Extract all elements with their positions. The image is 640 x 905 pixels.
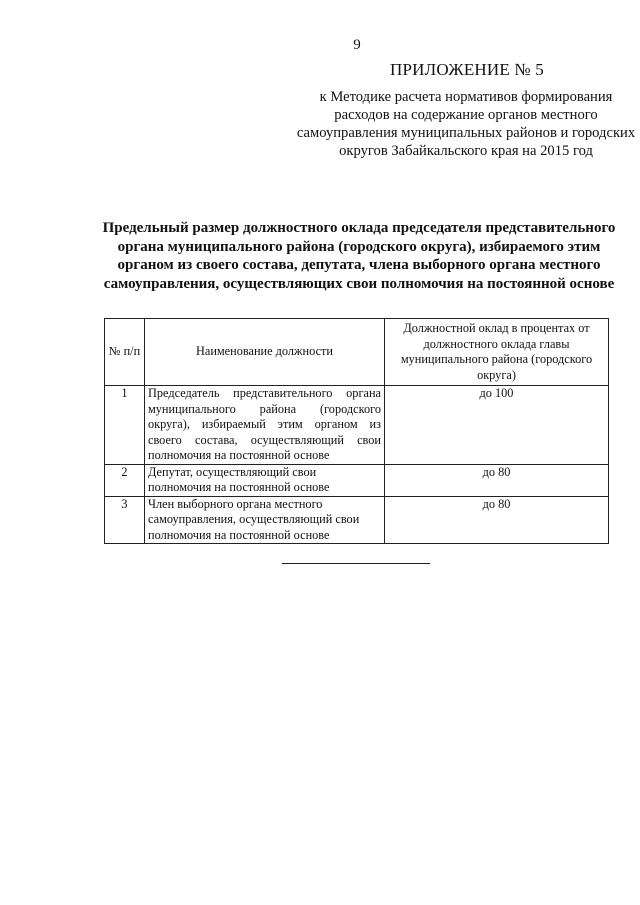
table-row: [105, 496, 609, 544]
row-position: Председатель представительного органа муниципального района (городского округа), избираемый этим органом из своего состава, осуществляющий свои полномочия на постоянной основе: [145, 386, 385, 465]
salary-table: [104, 318, 609, 544]
header-position: Наименование должности: [145, 319, 385, 386]
row-position: Депутат, осуществляющий свои полномочия на постоянной основе: [145, 464, 385, 496]
appendix-subtitle: к Методике расчета нормативов формирования расходов на содержание органов местного самоуправления муниципальных районов и городских округов Забайкальского края на 2015 год: [296, 89, 636, 159]
row-number: 2: [105, 464, 145, 496]
closing-rule: [282, 563, 430, 564]
header-salary: Должностной оклад в процентах от должностного оклада главы муниципального района (городского округа): [385, 319, 609, 386]
table-row: [105, 464, 609, 496]
row-number: 3: [105, 496, 145, 544]
appendix-title: ПРИЛОЖЕНИЕ № 5: [390, 60, 544, 79]
header-number: № п/п: [105, 319, 145, 386]
row-salary: до 80: [385, 464, 609, 496]
row-position: Член выборного органа местного самоуправления, осуществляющий свои полномочия на постоянной основе: [145, 496, 385, 544]
row-salary: до 100: [385, 386, 609, 465]
table-header-row: [105, 319, 609, 386]
row-salary: до 80: [385, 496, 609, 544]
document-title: Предельный размер должностного оклада председателя представительного органа муниципального района (городского округа), избираемого этим органом из своего состава, депутата, члена выборного органа местного самоуправления, осуществляющих свои полномочия на постоянной основе: [102, 220, 616, 292]
row-number: 1: [105, 386, 145, 465]
page-number: 9: [353, 37, 361, 53]
table-row: [105, 386, 609, 465]
